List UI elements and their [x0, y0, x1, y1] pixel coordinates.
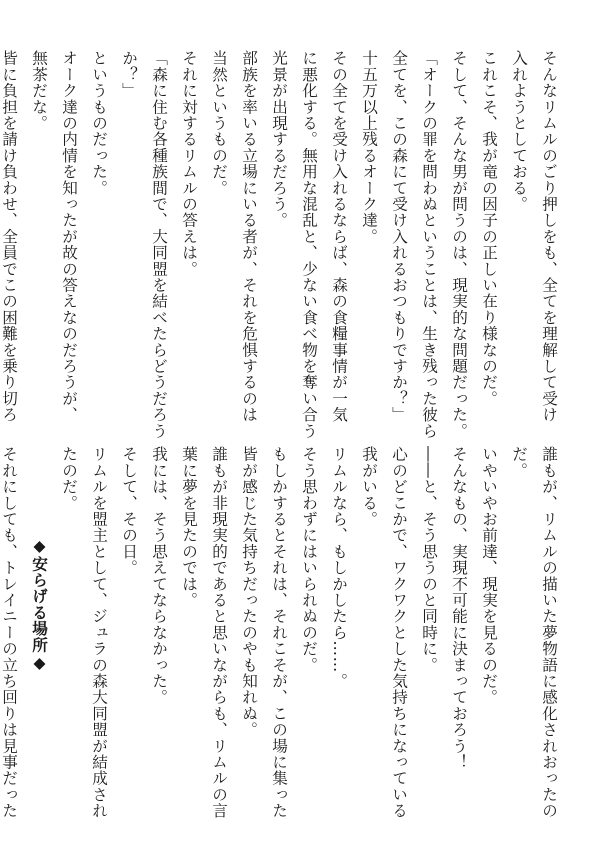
upper-text-column: [0, 50, 564, 439]
text-line: 「森に住む各種族間で、大同盟を結べたらどうだろう: [150, 50, 168, 439]
text-line: これこそ、我が竜の因子の正しい在り様なのだ。: [480, 50, 498, 407]
text-line: 部族を率いる立場にいる者が、それを危惧するのは: [240, 50, 258, 423]
text-line: 入れようとしておる。: [510, 50, 528, 212]
text-line: 我には、そう思えてならなかった。: [150, 446, 168, 706]
text-line: 心のどこかで、ワクワクとした気持ちになっている: [390, 446, 408, 819]
text-line: その全てを受け入れるならば、森の食糧事情が一気: [330, 50, 348, 423]
text-line: というものだった。: [90, 50, 108, 196]
text-line: そう思わずにはいられぬのだ。: [300, 446, 318, 673]
text-line: そんなリムルのごり押しをも、全てを理解して受け: [540, 50, 558, 423]
text-line: それに対するリムルの答えは。: [180, 50, 198, 277]
text-line: 無茶だな。: [30, 50, 48, 131]
text-line: リムルを盟主として、ジュラの森大同盟が結成され: [90, 446, 108, 819]
text-line: 全てを、この森にて受け入れるおつもりですか？」: [390, 50, 408, 423]
text-line: か？」: [120, 50, 138, 99]
text-line: 当然というものだ。: [210, 50, 228, 196]
text-line: に悪化する。無用な混乱と、少ない食べ物を奪い合う: [300, 50, 318, 439]
text-line: 光景が出現するだろう。: [270, 50, 288, 229]
text-line: そして、そんな男が問うのは、現実的な問題だった。: [450, 50, 468, 439]
text-line: オーク達の内情を知ったが故の答えなのだろうが、: [60, 50, 78, 423]
text-line: 皆に負担を請け負わせ、全員でこの困難を乗り切ろ: [0, 50, 18, 423]
text-line: 誰もが非現実的であると思いながらも、リムルの言: [210, 446, 228, 819]
text-line: 我がいる。: [360, 446, 378, 527]
text-line: そんなもの、実現不可能に決まっておろう！: [450, 446, 468, 770]
text-line: 誰もが、リムルの描いた夢物語に感化されおったの: [540, 446, 558, 819]
text-line: リムルなら、もしかしたら……。: [330, 446, 348, 689]
text-line: 皆が感じた気持ちだったのやも知れぬ。: [240, 446, 258, 738]
text-line: いやいやお前達、現実を見るのだ。: [480, 446, 498, 706]
text-line: 十五万以上残るオーク達。: [360, 50, 378, 245]
lower-text-column: [0, 446, 564, 826]
text-line: そして、その日。: [120, 446, 138, 576]
text-line: ――と、そう思うのと同時に。: [420, 446, 438, 673]
text-line: 「オークの罪を問わぬということは、生き残った彼ら: [420, 50, 438, 439]
section-heading: ◆安らげる場所◆: [30, 536, 49, 673]
text-line: それにしても、トレイニーの立ち回りは見事だった: [0, 446, 18, 819]
text-line: 葉に夢を見たのでは。: [180, 446, 198, 608]
text-line: だ。: [510, 446, 528, 479]
text-line: もしかするとそれは、それこそが、この場に集った: [270, 446, 288, 819]
text-line: たのだ。: [60, 446, 78, 511]
